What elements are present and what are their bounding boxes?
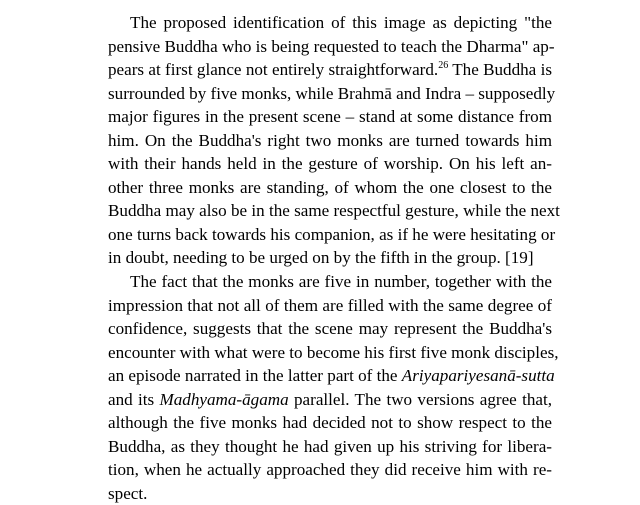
footnote-reference: 26 <box>438 60 449 72</box>
text-line: with their hands held in the gesture of worship. On his left an- <box>108 154 552 174</box>
text-line: The fact that the monks are five in number, together with the <box>130 272 552 292</box>
text-line-with-italic <box>108 364 555 388</box>
text-line: The proposed identification of this image as depicting "the <box>130 13 552 32</box>
italic-title: Madhyama-āgama <box>159 389 289 409</box>
text-line: surrounded by five monks, while Brahmā and Indra – supposedly <box>108 83 556 103</box>
text-line: one turns back towards his companion, as if he were hesitating or <box>108 224 556 244</box>
italic-line-text: an episode narrated in the latter part of the Ariyapariyesanā-sutta <box>108 366 555 386</box>
text-line: tion, when he actually approached they did receive him with re- <box>108 460 552 480</box>
text-line: major figures in the present scene – stand at some distance from <box>108 107 552 127</box>
italic-title: Ariyapariyesanā-sutta <box>401 366 555 386</box>
text-line: Buddha may also be in the same respectful gesture, while the next <box>108 201 560 221</box>
text-line-with-italic <box>108 388 552 412</box>
text-line: spect. <box>108 483 148 503</box>
text-line: in doubt, needing to be urged on by the fifth in the group. [19] <box>108 248 534 268</box>
text-line: pensive Buddha who is being requested to teach the Dharma" ap- <box>108 36 555 56</box>
paragraph-2 <box>108 270 559 505</box>
italic-line-text: and its Madhyama-āgama parallel. The two versions agree that, <box>108 389 552 409</box>
document-page <box>108 11 560 505</box>
text-line: although the five monks had decided not to show respect to the <box>108 413 552 433</box>
text-line-with-footnote <box>108 58 552 82</box>
text-line: other three monks are standing, of whom the one closest to the <box>108 177 552 197</box>
text-line: encounter with what were to become his first five monk disciples, <box>108 342 559 362</box>
text-line: Buddha, as they thought he had given up his striving for libera- <box>108 436 552 456</box>
text-line: impression that not all of them are filled with the same degree of <box>108 295 552 315</box>
paragraph-1 <box>108 11 560 270</box>
text-line: him. On the Buddha's right two monks are turned towards him <box>108 130 552 150</box>
text-line: confidence, suggests that the scene may represent the Buddha's <box>108 319 552 339</box>
footnote-line-text: pears at first glance not entirely straightforward.$^{26}$ The Buddha is <box>108 60 552 80</box>
